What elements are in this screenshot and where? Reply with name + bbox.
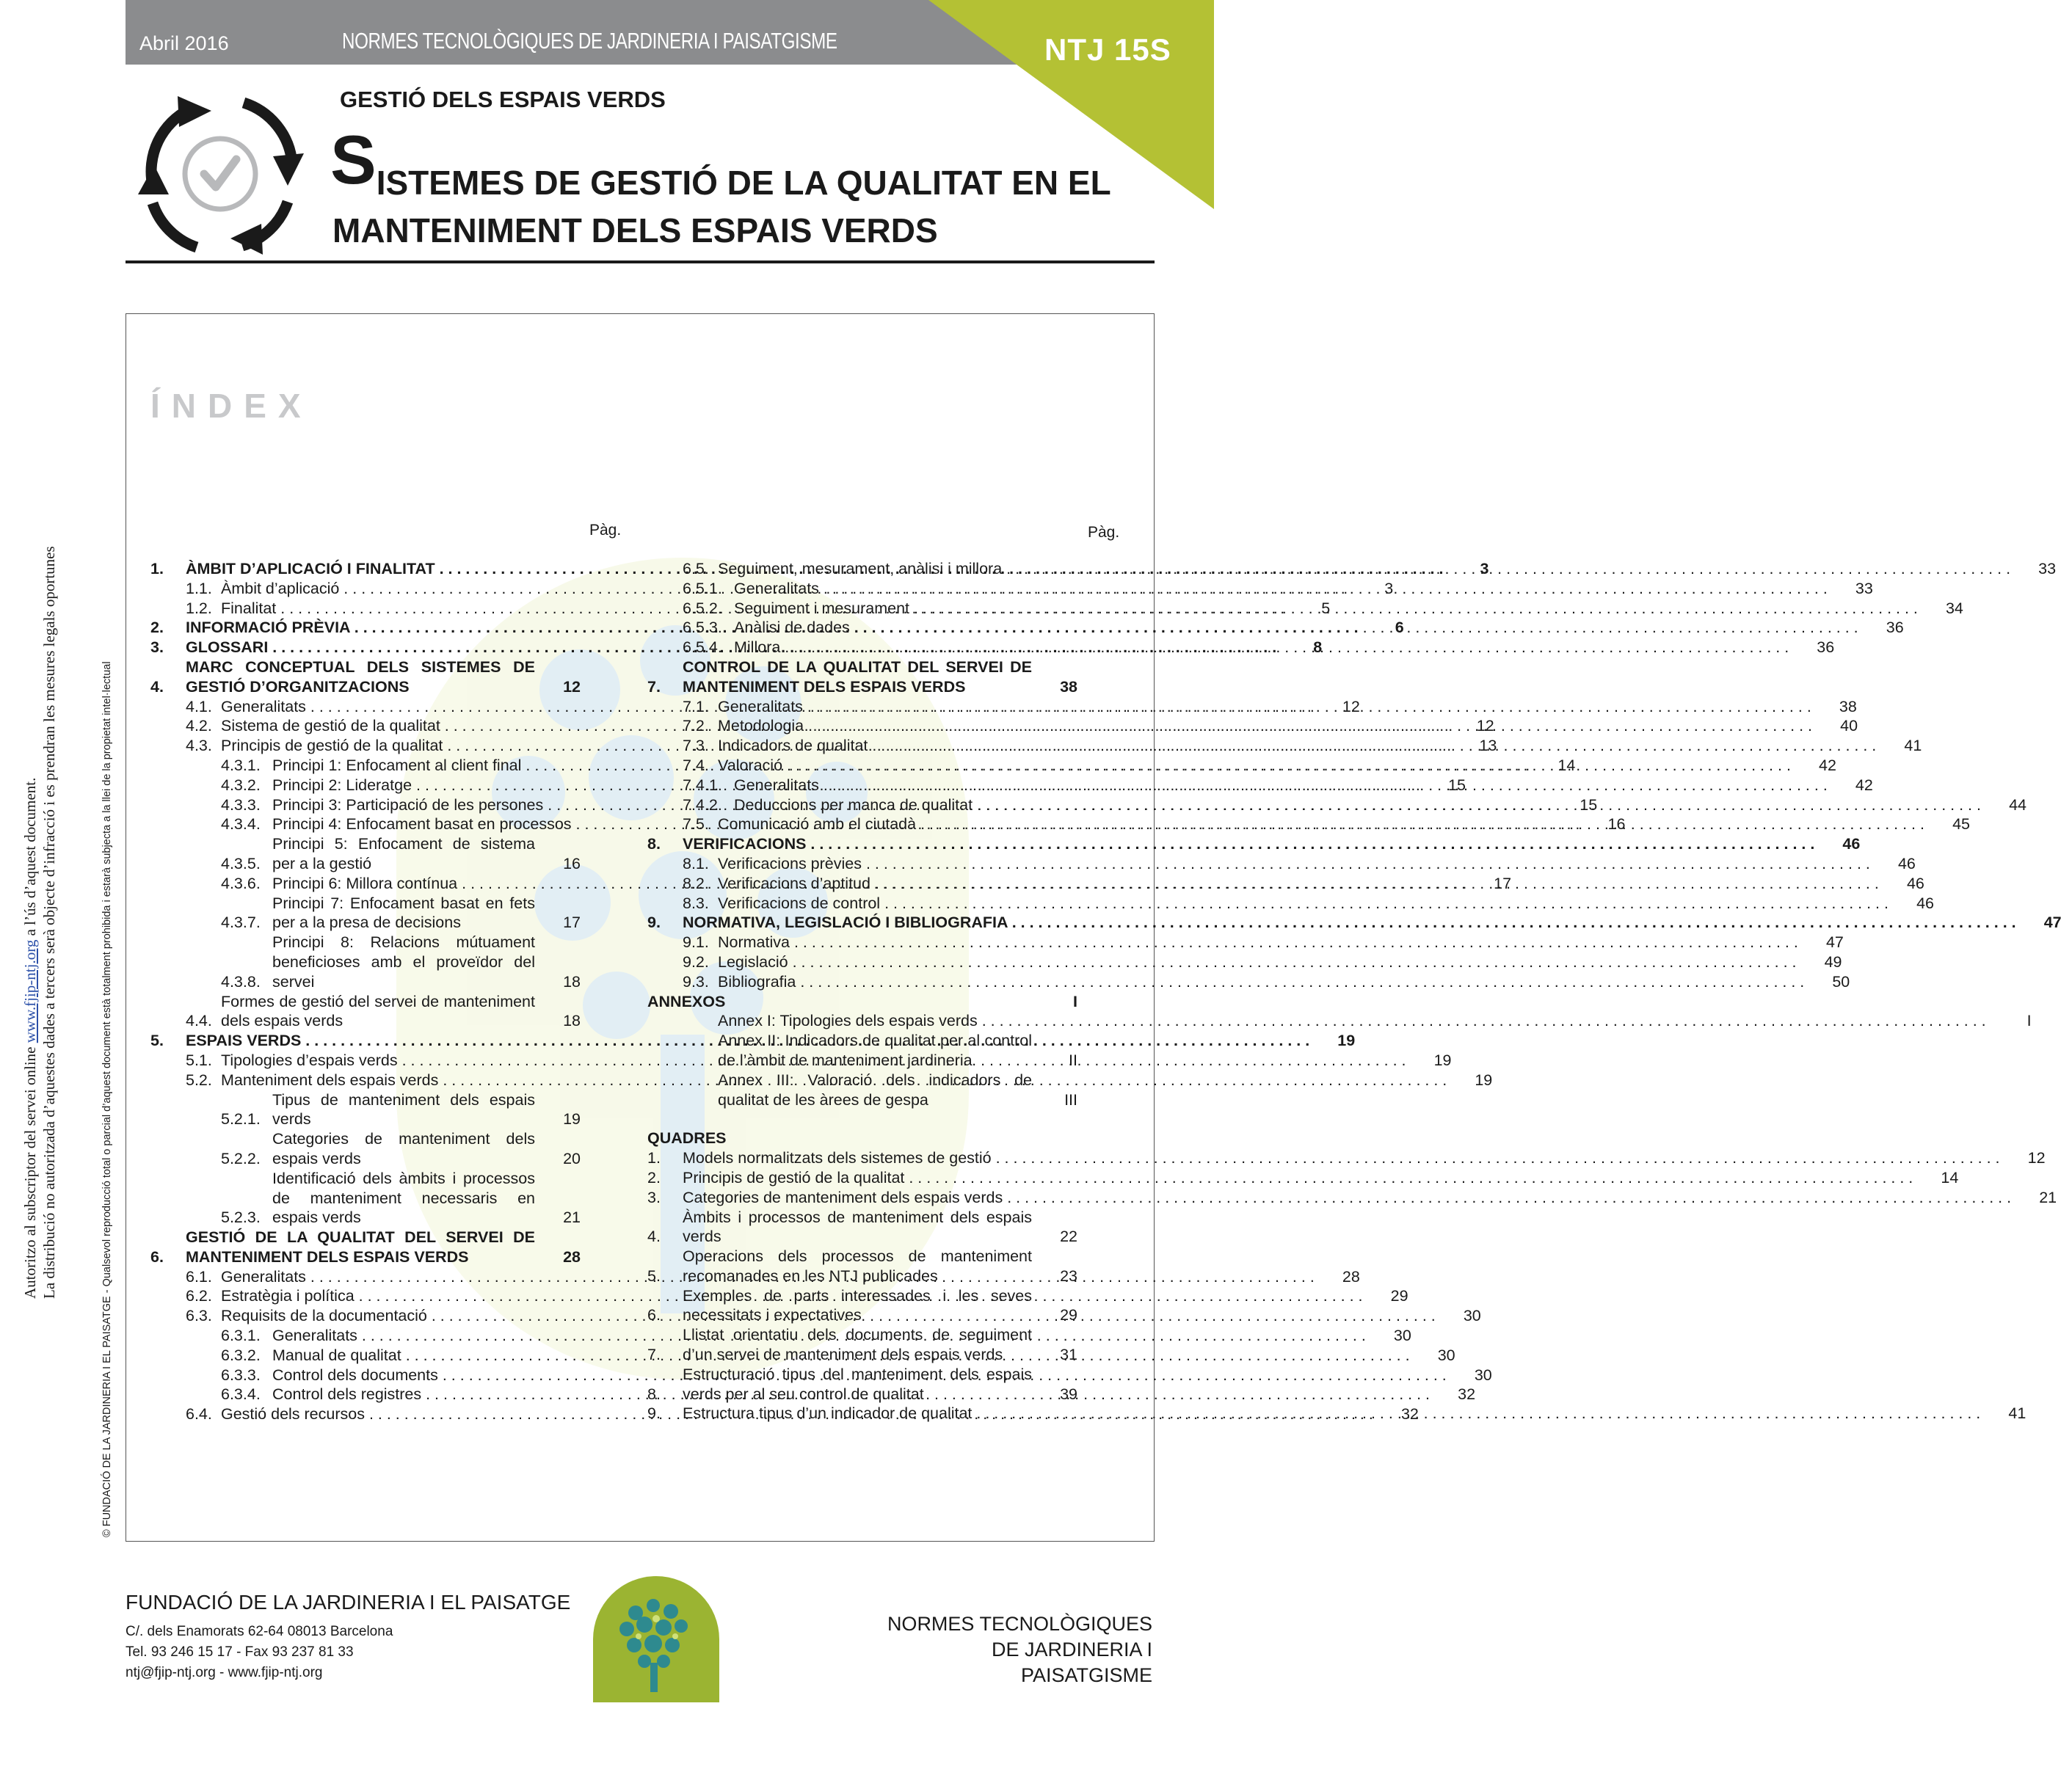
toc-entry-page: 30 <box>1463 1307 1481 1325</box>
toc-entry-page: 42 <box>1819 756 1836 774</box>
toc-entry-page: 19 <box>1475 1071 1493 1089</box>
toc-entry[interactable] <box>150 657 591 697</box>
toc-entry-number: 8.3. <box>683 894 709 912</box>
toc-entry-page: 21 <box>2039 1188 2057 1206</box>
toc-entry-number: 4.3. <box>186 737 212 755</box>
toc-entry-title: ESPAIS VERDS . . . <box>186 1031 1314 1051</box>
toc-entry[interactable] <box>150 1169 591 1228</box>
toc-entry-title: Categories de manteniment dels espais verds . . . <box>683 1188 2015 1208</box>
toc-entry-page: II <box>1069 1051 1077 1069</box>
toc-entry-page: 30 <box>1437 1346 1455 1364</box>
toc-entry-number: 6.5.1. <box>683 579 722 597</box>
toc-entry-page: 14 <box>1941 1168 1959 1187</box>
toc-entry-page: 34 <box>1945 599 1963 617</box>
header-series-title: NORMES TECNOLÒGIQUES DE JARDINERIA I PAISATGISME <box>342 28 837 54</box>
toc-entry-number: 5.1. <box>186 1051 212 1069</box>
toc-entry-page: 23 <box>1060 1266 1077 1285</box>
footer-series-line-2: DE JARDINERIA I PAISATGISME <box>991 1639 1152 1686</box>
toc-entry-page: 41 <box>1904 737 1922 755</box>
header-date: Abril 2016 <box>139 32 229 54</box>
toc-entry-number: 5. <box>647 1266 661 1285</box>
toc-entry-title: Finalitat . . . <box>221 599 1289 619</box>
toc-entry-title: Metodologia . . . <box>718 716 1817 736</box>
toc-entry-title: Verificacions de control . . . <box>718 894 1893 914</box>
side-license-notice <box>21 492 59 1299</box>
ntj-code: NTJ 15S <box>1044 32 1171 67</box>
toc-entry[interactable] <box>150 1129 591 1169</box>
toc-entry[interactable] <box>647 1247 1088 1286</box>
toc-entry-page: 16 <box>563 854 581 872</box>
toc-entry-page: 47 <box>1825 933 1844 952</box>
toc-entry-title: Manteniment dels espais verds . . . <box>221 1071 1451 1090</box>
toc-entry-number: 6.3. <box>186 1307 212 1325</box>
page-column-label-right: Pàg. <box>1088 524 1120 541</box>
toc-entry-page: 8 <box>1313 638 1323 657</box>
license-link[interactable]: www.fjip-ntj.org <box>21 939 39 1043</box>
toc-entry-title: Seguiment i mesurament . . . <box>734 599 1922 619</box>
toc-entry-number: 7.2. <box>683 717 709 735</box>
document-title <box>330 121 1145 202</box>
toc-entry-number: 6.3.4. <box>221 1385 261 1404</box>
toc-entry-page: 39 <box>1060 1385 1077 1403</box>
toc-entry-number: 4.3.5. <box>221 854 261 872</box>
toc-entry-page: 20 <box>563 1149 581 1167</box>
toc-entry-number: 7. <box>647 1346 661 1364</box>
toc-entry-number: 4.3.6. <box>221 874 261 892</box>
toc-entry-page: 12 <box>2027 1149 2046 1167</box>
toc-entry-number: 7.4.2. <box>683 795 722 814</box>
toc-entry-page: III <box>1064 1090 1077 1109</box>
toc-entry[interactable] <box>647 599 1963 619</box>
toc-entry-page: 22 <box>1060 1228 1077 1246</box>
toc-entry-page: 12 <box>1476 717 1494 735</box>
toc-entry-title: ÀMBIT D’APLICACIÓ I FINALITAT . . . <box>186 559 1447 579</box>
toc-entry-number: 4.2. <box>186 717 212 735</box>
toc-entry-title: Control dels documents . . . <box>272 1366 1451 1385</box>
toc-entry-title: Principi 7: Enfocament basat en fets per a la presa de decisions <box>272 894 535 932</box>
toc-entry-page: 33 <box>1855 579 1873 597</box>
toc-entry-page: 3 <box>1480 560 1489 577</box>
toc-entry-title: Annex I: Tipologies dels espais verds . . . <box>718 1011 1991 1031</box>
toc-entry-page: 33 <box>2038 560 2057 577</box>
toc-entry-number: 9. <box>647 914 661 932</box>
toc-entry-title: QUADRES <box>647 1129 727 1148</box>
toc-entry-number: 4. <box>647 1228 661 1246</box>
toc-entry-number: 5. <box>150 1032 164 1050</box>
toc-entry-page: 30 <box>1474 1366 1492 1384</box>
toc-entry[interactable] <box>647 618 1904 638</box>
toc-entry-page: 49 <box>1824 952 1842 971</box>
toc-entry[interactable] <box>647 1031 1088 1071</box>
toc-entry-number: 4.4. <box>186 1012 212 1030</box>
footer-web: ntj@fjip-ntj.org - www.fjip-ntj.org <box>126 1665 323 1680</box>
toc-entry-title: Generalitats . . . <box>221 1267 1319 1287</box>
toc-entry[interactable] <box>150 834 591 874</box>
toc-entry-page: 31 <box>1060 1346 1077 1364</box>
toc-entry-page: 21 <box>563 1209 581 1227</box>
toc-entry-title: Generalitats . . . <box>734 776 1832 795</box>
toc-entry-number: 7.5. <box>683 815 709 834</box>
toc-entry-title: NORMATIVA, LEGISLACIÓ I BIBLIOGRAFIA . . . <box>683 913 2021 933</box>
toc-entry[interactable] <box>647 1208 1088 1247</box>
toc-entry-title: Verificacions prèvies . . . <box>718 854 1875 874</box>
toc-entry-number: 6.3.3. <box>221 1366 261 1384</box>
toc-entry-page: 46 <box>1916 894 1934 912</box>
toc-entry-page: 29 <box>1390 1287 1408 1305</box>
toc-entry-number: 8.1. <box>683 854 709 872</box>
toc-entry-page: 17 <box>563 914 581 932</box>
toc-entry-title: GLOSSARI . . . <box>186 638 1281 657</box>
toc-entry-title: Annex III: Valoració dels indicadors de qualitat de les àrees de gespa <box>718 1071 1032 1109</box>
toc-entry-number: 3. <box>150 638 164 657</box>
toc-entry-number: 6.5.2. <box>683 599 722 617</box>
toc-entry-title: Principis de gestió de la qualitat . . . <box>683 1168 1917 1188</box>
toc-entry-title: Control dels registres . . . <box>272 1385 1434 1404</box>
index-heading: ÍNDEX <box>150 387 313 425</box>
toc-entry-number: 9.1. <box>683 933 709 952</box>
toc-entry-page: 28 <box>563 1247 581 1266</box>
toc-entry-number: 7.4.1. <box>683 776 722 794</box>
toc-entry-title: Generalitats . . . <box>221 697 1319 717</box>
toc-entry-number: 4. <box>150 677 164 696</box>
page-column-label-left: Pàg. <box>589 522 622 539</box>
toc-entry-page: 50 <box>1832 972 1850 991</box>
toc-entry-number: 5.2.3. <box>221 1209 261 1227</box>
toc-entry-page: I <box>1073 992 1077 1010</box>
toc-entry-title: Estratègia i política . . . <box>221 1286 1367 1306</box>
toc-entry[interactable] <box>647 579 1873 599</box>
toc-entry-page: 41 <box>2008 1404 2026 1423</box>
toc-entry-title: Formes de gestió del servei de manteniment dels espais verds <box>221 992 535 1030</box>
toc-entry-number: 8.2. <box>683 874 709 892</box>
toc-entry-page: 28 <box>1342 1267 1360 1286</box>
toc-entry-number: 6.3.2. <box>221 1346 261 1364</box>
toc-entry-page: 38 <box>1060 677 1077 696</box>
toc-entry-number: 1. <box>647 1149 661 1167</box>
document-subtitle: GESTIÓ DELS ESPAIS VERDS <box>340 87 666 112</box>
toc-entry-title: Verificacions d’aptitud . . . <box>718 874 1883 894</box>
toc-entry-number: 6. <box>647 1306 661 1324</box>
toc-entry-title: Bibliografia . . . <box>718 972 1809 992</box>
toc-entry-number: 8. <box>647 1385 661 1403</box>
toc-entry-number: 6.1. <box>186 1267 212 1286</box>
toc-entry-title: Tipologies d’espais verds . . . <box>221 1051 1411 1071</box>
toc-entry-title: Estructura tipus d’un indicador de qualitat . . . <box>683 1404 1985 1424</box>
title-initial: S <box>330 121 377 198</box>
toc-entry-page: I <box>2026 1012 2032 1030</box>
toc-entry[interactable] <box>647 894 1934 914</box>
toc-entry[interactable] <box>647 933 1844 952</box>
toc-entry-number: 4.3.7. <box>221 914 261 932</box>
toc-entry[interactable] <box>647 559 2057 579</box>
toc-entry[interactable] <box>647 657 1088 697</box>
toc-entry-title: Indicadors de qualitat . . . <box>718 736 1880 756</box>
toc-entry-number: 7.1. <box>683 697 709 715</box>
toc-entry-number: 6.3.1. <box>221 1327 261 1345</box>
toc-entry-title: ANNEXOS <box>647 992 726 1010</box>
toc-entry-page: 46 <box>1842 835 1861 853</box>
toc-entry-title: VERIFICACIONS . . . <box>683 834 1819 854</box>
toc-entry-page: 5 <box>1321 599 1331 617</box>
toc-entry-number: 4.3.8. <box>221 972 261 991</box>
toc-entry-page: 42 <box>1855 776 1873 794</box>
toc-entry-title: Identificació dels àmbits i processos de manteniment necessaris en espais verds <box>272 1169 535 1227</box>
toc-entry-title: Annex II: Indicadors de qualitat per al control de l’àmbit de manteniment jardineria <box>718 1032 1032 1069</box>
toc-entry-page: 14 <box>1557 756 1576 774</box>
toc-entry-title: CONTROL DE LA QUALITAT DEL SERVEI DE MANTENIMENT DELS ESPAIS VERDS <box>683 657 1032 696</box>
toc-entry-title: Principi 4: Enfocament basat en processos . . . <box>272 814 1584 834</box>
toc-entry-number: 9.2. <box>683 952 709 971</box>
toc-entry-title: Generalitats . . . <box>272 1326 1370 1346</box>
title-line-1: ISTEMES DE GESTIÓ DE LA QUALITAT EN EL <box>376 164 1111 202</box>
toc-entry[interactable] <box>150 894 591 933</box>
toc-entry-page: 30 <box>1393 1327 1411 1345</box>
toc-entry-number: 5.2. <box>186 1071 212 1089</box>
toc-entry-number: 6.5.4. <box>683 638 722 657</box>
toc-entry-number: 8. <box>647 835 661 853</box>
toc-entry-number: 5.2.2. <box>221 1149 261 1167</box>
toc-entry-title: Principis de gestió de la qualitat . . . <box>221 736 1455 756</box>
toc-entry-number: 6.5.3. <box>683 619 722 637</box>
toc-entry-title: Sistema de gestió de la qualitat . . . <box>221 716 1453 736</box>
toc-entry-title: Legislació . . . <box>718 952 1801 972</box>
toc-entry-title: Gestió dels recursos . . . <box>221 1404 1378 1424</box>
toc-entry-title: Principi 5: Enfocament de sistema per a la gestió <box>272 835 535 872</box>
toc-entry-page: 45 <box>1952 815 1970 834</box>
toc-entry-title: GESTIÓ DE LA QUALITAT DEL SERVEI DE MANTENIMENT DELS ESPAIS VERDS <box>186 1228 535 1266</box>
footer-address: C/. dels Enamorats 62-64 08013 Barcelona <box>126 1624 393 1639</box>
toc-entry[interactable] <box>647 854 1916 874</box>
title-divider <box>126 260 1155 263</box>
toc-entry-number: 3. <box>647 1188 661 1206</box>
toc-entry-page: 29 <box>1060 1306 1077 1324</box>
toc-entry-number: 1.1. <box>186 579 212 597</box>
foundation-tree-logo <box>593 1576 719 1702</box>
footer-series <box>859 1611 1152 1688</box>
toc-entry-title: MARC CONCEPTUAL DELS SISTEMES DE GESTIÓ D’ORGANITZACIONS <box>186 657 535 696</box>
toc-entry-title: Exemples de parts interessades i les seves necessitats i expectatives <box>683 1286 1032 1324</box>
toc-entry-number: 6. <box>150 1247 164 1266</box>
toc-entry-number: 6.5. <box>683 560 709 577</box>
footer-contact <box>126 1622 393 1683</box>
toc-entry-number: 4.3.1. <box>221 756 261 774</box>
toc-entry-number: 4.1. <box>186 697 212 715</box>
toc-entry[interactable] <box>647 952 1842 972</box>
toc-entry-number: 9. <box>647 1404 661 1423</box>
toc-entry-title: Anàlisi de dades . . . <box>734 618 1863 638</box>
toc-entry-page: 36 <box>1817 638 1835 657</box>
toc-entry-number: 2. <box>647 1168 661 1187</box>
toc-entry-number: 7.3. <box>683 737 709 755</box>
toc-entry-title: Seguiment, mesurament, anàlisi i millora . . . <box>718 559 2015 579</box>
toc-entry-page: 16 <box>1607 815 1626 834</box>
toc-entry-page: 36 <box>1886 619 1904 637</box>
toc-entry-page: 12 <box>563 677 581 696</box>
toc-entry-page: 40 <box>1840 717 1858 735</box>
toc-entry-number: 2. <box>150 619 164 637</box>
toc-entry-page: 44 <box>2009 795 2026 814</box>
toc-entry-title: Manual de qualitat . . . <box>272 1346 1414 1366</box>
toc-entry-title: Requisits de la documentació . . . <box>221 1306 1440 1326</box>
toc-entry[interactable] <box>647 1168 1959 1188</box>
toc-entry-title: Principi 1: Enfocament al client final . . . <box>272 756 1534 776</box>
toc-entry[interactable] <box>647 638 1835 657</box>
toc-entry-page: 19 <box>563 1110 581 1129</box>
toc-entry[interactable] <box>150 1228 591 1267</box>
toc-entry[interactable] <box>150 933 591 991</box>
toc-entry-page: 46 <box>1897 854 1916 872</box>
toc-entry-number: 4.3.3. <box>221 795 261 814</box>
toc-entry-title: Generalitats . . . <box>734 579 1832 599</box>
toc-entry-title: Valoració . . . <box>718 756 1795 776</box>
toc-entry[interactable] <box>647 913 2062 933</box>
toc-entry-page: 17 <box>1494 874 1512 892</box>
toc-entry[interactable] <box>647 1365 1088 1404</box>
license-text-post: a l’ús d’aquest document. <box>21 777 39 940</box>
footer-organization: FUNDACIÓ DE LA JARDINERIA I EL PAISATGE <box>126 1591 571 1614</box>
quality-cycle-check-icon <box>132 92 308 257</box>
toc-entry-title: Principi 3: Participació de les persones . . . <box>272 795 1556 815</box>
toc-entry-title: Llistat orientatiu dels documents de seguiment d’un servei de manteniment dels espais verds <box>683 1326 1032 1364</box>
toc-entry[interactable] <box>150 992 591 1032</box>
toc-entry-title: Models normalitzats dels sistemes de gestió . . . <box>683 1148 2004 1168</box>
toc-entry-title: Categories de manteniment dels espais verds <box>272 1130 535 1167</box>
toc-entry-page: 46 <box>1906 874 1924 892</box>
toc-entry-page: 19 <box>1337 1032 1356 1050</box>
toc-entry-title: Normativa . . . <box>718 933 1803 952</box>
distribution-notice: La distribució no autoritzada d’aquestes dades a tercers serà objecte d’infracció i es prendran les mesures legals oportunes <box>40 546 58 1299</box>
toc-entry-page: 19 <box>1433 1051 1452 1069</box>
toc-entry-title: Principi 2: Lideratge . . . <box>272 776 1425 795</box>
toc-entry-title: Millora . . . <box>734 638 1793 657</box>
toc-entry-number: 1. <box>150 560 164 577</box>
toc-entry[interactable] <box>647 834 1861 854</box>
toc-entry-title: Generalitats . . . <box>718 697 1816 717</box>
toc-entry-number: 1.2. <box>186 599 212 617</box>
toc-entry-page: 32 <box>1458 1385 1476 1404</box>
footer-series-line-1: NORMES TECNOLÒGIQUES <box>887 1613 1152 1635</box>
toc-entry-title: Principi 8: Relacions mútuament beneficioses amb el proveïdor del servei <box>272 933 535 991</box>
toc-entry-number: 4.3.4. <box>221 815 261 834</box>
toc-entry-title: Deduccions per manca de qualitat . . . <box>734 795 1985 815</box>
toc-entry-number: 9.3. <box>683 972 709 991</box>
toc-entry[interactable] <box>647 1071 1088 1110</box>
toc-entry[interactable] <box>150 1090 591 1130</box>
toc-entry-page: 38 <box>1839 697 1857 715</box>
toc-entry-page: 12 <box>1342 697 1360 715</box>
toc-entry-page: 32 <box>1400 1405 1419 1424</box>
footer-phone: Tel. 93 246 15 17 - Fax 93 237 81 33 <box>126 1644 354 1660</box>
toc-entry[interactable] <box>647 1188 2057 1208</box>
toc-entry-title: INFORMACIÓ PRÈVIA . . . <box>186 618 1363 638</box>
copyright-notice: © FUNDACIÓ DE LA JARDINERIA I EL PAISATGE - Qualsevol reproducció total o parcial d’aquest document està totalment prohibida i estarà subjecta a la llei de la propietat intel·lectual <box>101 661 113 1537</box>
toc-entry-number: 7.4. <box>683 756 709 774</box>
toc-entry-page: 18 <box>563 1012 581 1030</box>
toc-spacer <box>647 1109 1088 1129</box>
toc-entry-title: Principi 6: Millora contínua . . . <box>272 874 1470 894</box>
toc-entry-title: Estructuració tipus del manteniment dels espais verds per al seu control de qualitat <box>683 1365 1032 1403</box>
toc-entry-title: Àmbit d’aplicació . . . <box>221 579 1352 599</box>
toc-entry[interactable] <box>647 1286 1088 1326</box>
toc-entry-page: 15 <box>1448 776 1466 794</box>
toc-entry[interactable] <box>647 992 1088 1012</box>
toc-entry-number: 4.3.2. <box>221 776 261 794</box>
toc-entry-number: 5.2.1. <box>221 1110 261 1129</box>
toc-entry-page: 15 <box>1580 795 1598 814</box>
toc-entry-title: Operacions dels processos de manteniment recomanades en les NTJ publicades <box>683 1247 1032 1285</box>
toc-entry-page: 6 <box>1395 619 1404 637</box>
toc-entry[interactable] <box>647 972 1850 992</box>
toc-entry[interactable] <box>647 1325 1088 1365</box>
toc-entry-number: 7. <box>647 677 661 696</box>
toc-entry[interactable] <box>647 1148 2046 1168</box>
toc-entry-page: 47 <box>2043 914 2062 932</box>
toc-entry-number: 6.2. <box>186 1287 212 1305</box>
toc-entry[interactable] <box>647 1011 2032 1031</box>
toc-entry-page: 3 <box>1384 579 1394 597</box>
toc-entry-page: 13 <box>1479 737 1497 755</box>
toc-entry-title: Tipus de manteniment dels espais verds <box>272 1090 535 1129</box>
toc-entry[interactable] <box>647 1129 1088 1148</box>
license-text-pre: Autoritzo al subscriptor del servei online <box>21 1043 39 1299</box>
toc-entry-title: Comunicació amb el ciutadà . . . <box>718 814 1929 834</box>
toc-entry-title: Àmbits i processos de manteniment dels espais verds <box>683 1208 1032 1246</box>
toc-entry-page: 18 <box>563 972 581 991</box>
title-line-2: MANTENIMENT DELS ESPAIS VERDS <box>332 211 938 249</box>
toc-entry-number: 6.4. <box>186 1405 212 1424</box>
